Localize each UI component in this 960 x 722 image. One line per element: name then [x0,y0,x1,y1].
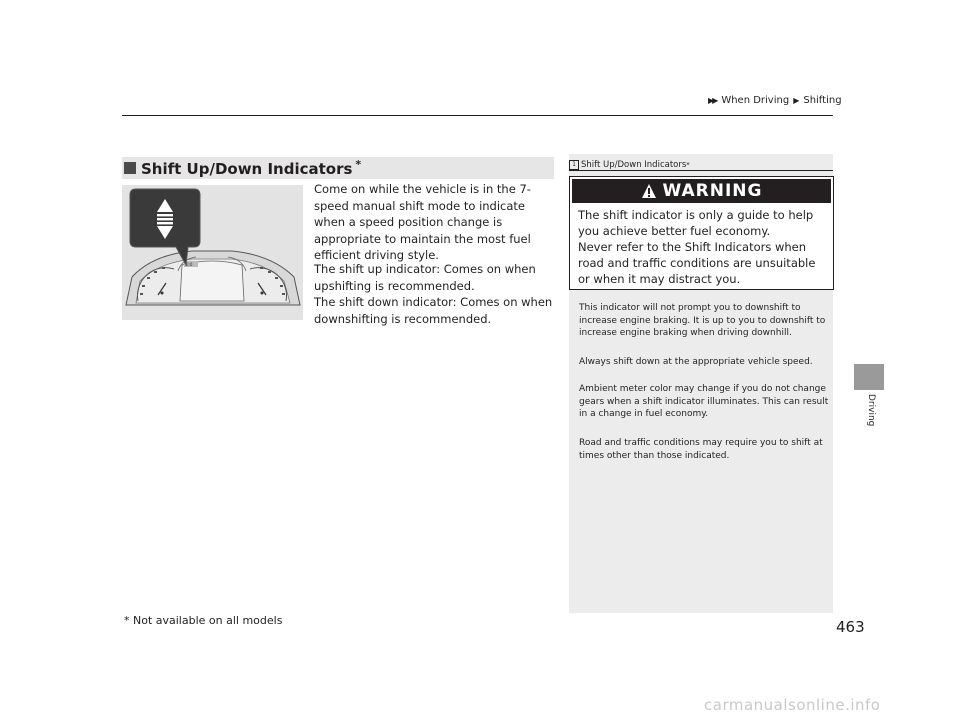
watermark[interactable]: carmanualsonline.info [704,696,881,714]
chapter-tab-label: Driving [866,394,876,427]
section-header [122,157,554,179]
instrument-cluster-figure [122,185,303,320]
warning-line-2: Never refer to the Shift Indicators when road and traffic conditions are unsuitable or when it may distract you. [578,240,816,286]
sidebar-paragraph-vehicle-speed: Always shift down at the appropriate vehicle speed. [579,357,813,367]
sidebar-paragraph-ambient-meter: Ambient meter color may change if you do not change gears when a shift indicator illuminates. This can result in a change in fuel economy. [579,384,829,419]
page-number: 463 [836,618,865,636]
breadcrumb-separator-icon: ▶ [793,95,800,105]
footnote: * Not available on all models [124,614,283,627]
sidebar-asterisk: * [686,161,690,169]
shift-down-description: The shift down indicator: Comes on when downshifting is recommended. [314,295,553,326]
instrument-cluster-illustration [122,185,303,320]
chapter-tab[interactable] [854,364,884,390]
warning-heading: WARNING [662,181,763,201]
section-bullet-icon [124,162,136,174]
breadcrumb-arrow-icon: ▶▶ [708,95,717,105]
notes-sidebar [569,154,833,613]
breadcrumb-item-shifting[interactable]: Shifting [803,94,842,106]
reference-marker: 1 [569,160,579,170]
shift-up-description: The shift up indicator: Comes on when upshifting is recommended. [314,262,536,293]
header-divider [122,115,833,116]
warning-line-1: The shift indicator is only a guide to help you achieve better fuel economy. [578,208,814,238]
sidebar-title: 1 Shift Up/Down Indicators * [569,158,833,172]
breadcrumb-item-when-driving[interactable]: When Driving [721,94,790,106]
speedometer-reading: 0:0 [186,262,193,267]
intro-paragraph: Come on while the vehicle is in the 7-speed manual shift mode to indicate when a speed position change is appropriate to maintain the most fuel efficient driving style. [314,182,531,262]
warning-header [572,179,831,203]
section-title: Shift Up/Down Indicators * [141,158,362,178]
sidebar-divider [569,170,833,171]
sidebar-paragraph-engine-braking: This indicator will not prompt you to downshift to increase engine braking. It is up to you to downshift to increase engine braking when driving downhill. [579,303,826,338]
breadcrumb [708,92,848,108]
warning-triangle-icon [641,183,657,199]
warning-box [569,176,834,290]
section-asterisk: * [355,158,362,171]
sidebar-paragraph-road-conditions: Road and traffic conditions may require you to shift at times other than those indicated. [579,438,823,461]
warning-text [578,207,828,287]
shift-indicator-descriptions [314,261,554,327]
center-display [178,257,246,301]
